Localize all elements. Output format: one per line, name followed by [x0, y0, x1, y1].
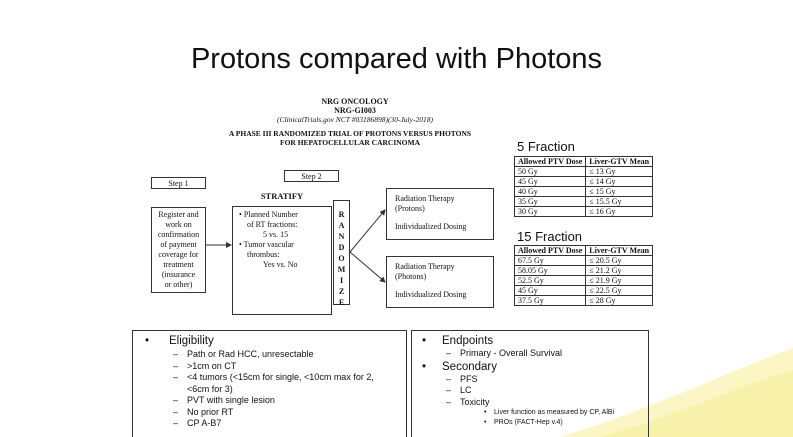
- randomize-letter: A: [338, 221, 345, 230]
- dash-icon: –: [173, 372, 179, 382]
- randomize-letter: E: [338, 298, 345, 307]
- fraction5-table: [514, 156, 653, 217]
- fraction15-heading: 15 Fraction: [517, 229, 583, 244]
- liver-gtv-cell: ≤ 20.5 Gy: [586, 256, 653, 266]
- ptv-dose-cell: 45 Gy: [515, 177, 586, 187]
- randomize-letter: Z: [338, 287, 345, 296]
- table-row: [515, 276, 653, 286]
- register-line: or other): [164, 280, 193, 289]
- protocol-code: NRG-GI003: [334, 106, 376, 115]
- endpoints-secondary-heading: Secondary: [442, 360, 497, 373]
- secondary-item: – Toxicity: [446, 396, 490, 407]
- eligibility-item: – Path or Rad HCC, unresectable: [173, 349, 314, 359]
- endpoints-secondary-row: [422, 360, 648, 374]
- arm-photons-subtitle: (Photons): [395, 272, 427, 281]
- dash-icon: –: [173, 360, 179, 371]
- endpoints-heading: Endpoints: [442, 335, 494, 347]
- step2-label: Step 2: [301, 172, 322, 181]
- protocol-registry: (ClinicalTrials.gov NCT #03186898)(30-July-2018): [277, 115, 433, 124]
- arm-protons-dosing: Individualized Dosing: [395, 222, 467, 231]
- fraction15-table: [514, 245, 653, 306]
- protocol-org: NRG ONCOLOGY: [321, 97, 389, 106]
- randomize-letter: N: [338, 232, 345, 241]
- arm-protons-subtitle: (Protons): [395, 204, 425, 213]
- stratify-label: STRATIFY: [260, 191, 304, 201]
- dash-icon: –: [446, 396, 452, 407]
- table-row: [515, 177, 653, 187]
- register-line: (insurance: [161, 270, 196, 279]
- bullet-icon: •: [239, 210, 244, 219]
- liver-gtv-cell: ≤ 16 Gy: [586, 207, 653, 217]
- table-row: [515, 256, 653, 266]
- endpoints-primary-row: [422, 348, 648, 360]
- ptv-dose-cell: 30 Gy: [515, 207, 586, 217]
- eligibility-panel: [132, 330, 407, 437]
- eligibility-item: – >1cm on CT: [173, 360, 237, 371]
- strat-line: thrombus:: [247, 250, 280, 259]
- dash-icon: –: [173, 349, 179, 359]
- fraction5-heading: 5 Fraction: [517, 139, 575, 154]
- randomize-letter: M: [337, 265, 346, 274]
- register-line: work on: [165, 220, 192, 229]
- bullet-icon: •: [239, 240, 244, 249]
- eligibility-item: – PVT with single lesion: [173, 395, 275, 405]
- liver-gtv-cell: ≤ 28 Gy: [586, 296, 653, 306]
- arm-photons-box: [386, 256, 494, 308]
- table-row: [515, 207, 653, 217]
- ptv-dose-cell: 52.5 Gy: [515, 276, 586, 286]
- strat-line: Yes vs. No: [263, 260, 298, 269]
- strat-line: 5 vs. 15: [263, 230, 289, 239]
- register-line: confirmation: [157, 230, 200, 239]
- table-row: [515, 167, 653, 177]
- arm-photons-dosing: Individualized Dosing: [395, 290, 467, 299]
- dash-icon: –: [446, 385, 452, 395]
- dash-icon: –: [173, 395, 179, 405]
- column-header: Allowed PTV Dose: [515, 157, 586, 167]
- dash-icon: –: [173, 418, 179, 428]
- endpoints-heading-row: [422, 334, 648, 348]
- eligibility-item: – <4 tumors (<15cm for single, <10cm max for 2,: [173, 372, 374, 382]
- randomize-letter: R: [338, 210, 345, 219]
- table-row: [515, 187, 653, 197]
- endpoints-panel: [411, 330, 649, 437]
- liver-gtv-cell: ≤ 21.2 Gy: [586, 266, 653, 276]
- column-header: Liver-GTV Mean: [586, 246, 653, 256]
- ptv-dose-cell: 50 Gy: [515, 167, 586, 177]
- dash-icon: –: [173, 406, 179, 417]
- table-header-row: [515, 246, 653, 256]
- table-row: [515, 286, 653, 296]
- eligibility-heading: Eligibility: [169, 335, 214, 347]
- strat-line: of RT fractions:: [247, 220, 298, 229]
- table-row: [515, 296, 653, 306]
- toxicity-subitem: • Liver function as measured by CP, AlBi: [484, 409, 615, 416]
- arrow-to-photons-arm: [350, 252, 385, 282]
- strat-line: Planned Number: [243, 210, 298, 219]
- ptv-dose-cell: 58.05 Gy: [515, 266, 586, 276]
- liver-gtv-cell: ≤ 15.5 Gy: [586, 197, 653, 207]
- trial-title-line-2: FOR HEPATOCELLULAR CARCINOMA: [279, 138, 420, 147]
- arrow-to-protons-arm: [350, 210, 385, 252]
- table-header-row: [515, 157, 653, 167]
- secondary-item: – PFS: [446, 373, 478, 384]
- randomize-letter: I: [339, 276, 344, 285]
- eligibility-item: – CP A-B7: [173, 418, 222, 428]
- eligibility-item-continued: <6cm for 3): [187, 383, 233, 394]
- liver-gtv-cell: ≤ 15 Gy: [586, 187, 653, 197]
- dash-icon: –: [446, 373, 452, 384]
- randomize-letter: D: [338, 243, 345, 252]
- ptv-dose-cell: 67.5 Gy: [515, 256, 586, 266]
- trial-title-line-1: A PHASE III RANDOMIZED TRIAL OF PROTONS VERSUS PHOTONS: [228, 129, 472, 138]
- step1-label: Step 1: [168, 179, 189, 188]
- register-line: treatment: [163, 260, 194, 269]
- column-header: Allowed PTV Dose: [515, 246, 586, 256]
- arm-photons-title: Radiation Therapy: [395, 262, 455, 271]
- ptv-dose-cell: 35 Gy: [515, 197, 586, 207]
- table-row: [515, 266, 653, 276]
- bullet-icon: •: [422, 335, 427, 347]
- register-line: Register and: [158, 210, 199, 219]
- bullet-icon: •: [422, 360, 427, 373]
- register-line: coverage for: [158, 250, 199, 259]
- dash-icon: –: [446, 348, 452, 358]
- arm-protons-box: [386, 188, 494, 240]
- table-row: [515, 197, 653, 207]
- bullet-icon: •: [484, 418, 487, 426]
- bullet-icon: •: [145, 335, 150, 347]
- bullet-icon: •: [484, 409, 487, 416]
- eligibility-heading-row: [145, 334, 406, 348]
- liver-gtv-cell: ≤ 13 Gy: [586, 167, 653, 177]
- endpoints-primary: Primary - Overall Survival: [460, 348, 563, 358]
- randomize-letter: O: [338, 254, 345, 263]
- liver-gtv-cell: ≤ 22.5 Gy: [586, 286, 653, 296]
- toxicity-subitem: • PROs (FACT-Hep v.4): [484, 418, 563, 426]
- ptv-dose-cell: 45 Gy: [515, 286, 586, 296]
- eligibility-item: – No prior RT: [173, 406, 234, 417]
- liver-gtv-cell: ≤ 21.9 Gy: [586, 276, 653, 286]
- ptv-dose-cell: 37.5 Gy: [515, 296, 586, 306]
- arm-protons-title: Radiation Therapy: [395, 194, 455, 203]
- slide-title: Protons compared with Photons: [190, 43, 603, 75]
- ptv-dose-cell: 40 Gy: [515, 187, 586, 197]
- strat-line: Tumor vascular: [243, 240, 294, 249]
- column-header: Liver-GTV Mean: [586, 157, 653, 167]
- register-line: of payment: [160, 240, 197, 249]
- secondary-item: – LC: [446, 385, 472, 395]
- liver-gtv-cell: ≤ 14 Gy: [586, 177, 653, 187]
